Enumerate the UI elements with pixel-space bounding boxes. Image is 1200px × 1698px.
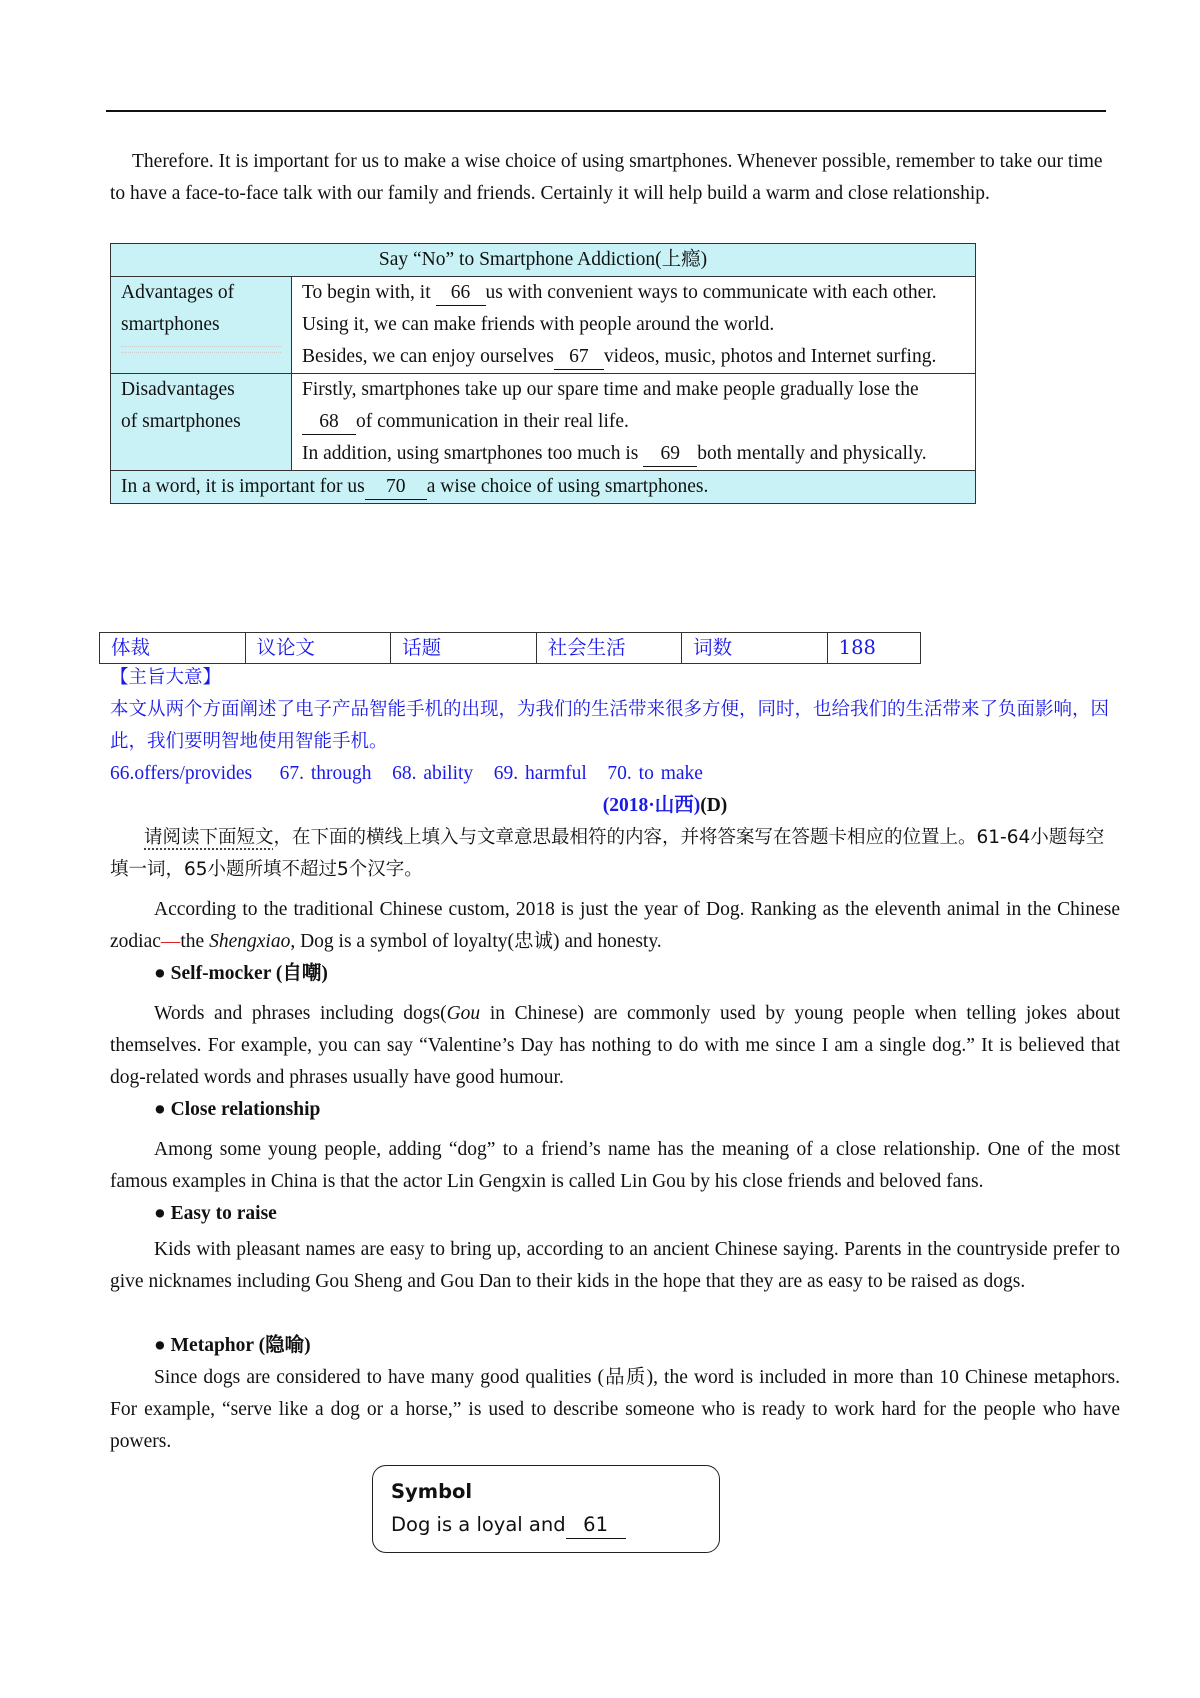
info-cell-topic-label: 话题 [391, 633, 537, 664]
heading-easy-to-raise: ● Easy to raise [154, 1203, 277, 1224]
advantages-content: To begin with, it 66 us with convenient ways to communicate with each other. Using it, we can make friends with people around the world. Besides, we can enjoy ourselves 67 videos, music, photos and Internet surfing. [292, 277, 976, 374]
info-table [99, 632, 921, 664]
paragraph-easy-to-raise: Kids with pleasant names are easy to bring up, according to an ancient Chinese saying. Parents in the countryside prefer to give nicknames including Gou Sheng and Gou Dan to their kids in the hope that they are as easy to be raised as dogs. [110, 1239, 1120, 1292]
instruction-text: 请阅读下面短文，在下面的横线上填入与文章意思最相符的内容，并将答案写在答题卡相应的位置上。61-64小题每空填一词，65小题所填不超过5个汉字。 [110, 827, 1105, 880]
info-cell-wordcount-value: 188 [827, 633, 920, 664]
blank-67[interactable]: 67 [554, 345, 604, 370]
answer-key: 66.offers/provides 67. through 68. ability 69. harmful 70. to make [110, 763, 703, 784]
info-cell-topic-value: 社会生活 [536, 633, 682, 664]
summary-table [110, 243, 976, 504]
info-cell-genre-label: 体裁 [100, 633, 246, 664]
paragraph-close-relationship: Among some young people, adding “dog” to a friend’s name has the meaning of a close relationship. One of the most famous examples in China is that the actor Lin Gengxin is called Lin Gou by his close friends and beloved fans. [110, 1139, 1120, 1192]
symbol-box-title: Symbol [391, 1480, 473, 1503]
section-d-heading [110, 790, 1200, 822]
heading-self-mocker: ● Self-mocker (自嘲) [154, 963, 328, 984]
paragraph-metaphor: Since dogs are considered to have many good qualities (品质), the word is included in more than 10 Chinese metaphors. For example, “serve like a dog or a horse,” is used to describe someone who is ready to work hard for the people who have powers. [110, 1367, 1120, 1452]
symbol-box-line: Dog is a loyal and 61 [391, 1512, 626, 1539]
paragraph-self-mocker: Words and phrases including dogs(Gou in Chinese) are commonly used by young people when telling jokes about themselves. For example, you can say “Valentine’s Day has nothing to do with me since I am a single dog.” It is believed that dog-related words and phrases usually have good humour. [110, 1003, 1120, 1088]
blank-69[interactable]: 69 [643, 442, 697, 467]
blank-68[interactable]: 68 [302, 410, 356, 435]
blank-70[interactable]: 70 [365, 475, 427, 500]
advantages-header: Advantages of smartphones [111, 277, 292, 374]
disadvantages-header: Disadvantages of smartphones [111, 374, 292, 471]
header-rule [106, 110, 1106, 112]
heading-close-relationship: ● Close relationship [154, 1099, 321, 1120]
section-d-label: (D) [700, 795, 728, 816]
section-d-source: (2018·山西) [602, 795, 701, 816]
analysis-heading: 【主旨大意】 [110, 667, 222, 688]
blank-66[interactable]: 66 [436, 281, 486, 306]
disadvantages-content: Firstly, smartphones take up our spare time and make people gradually lose the 68 of communication in their real life. In addition, using smartphones too much is 69 both mentally and physically. [292, 374, 976, 471]
summary-table-footer: In a word, it is important for us 70 a wise choice of using smartphones. [111, 471, 976, 504]
info-cell-genre-value: 议论文 [245, 633, 391, 664]
intro-paragraph: According to the traditional Chinese custom, 2018 is just the year of Dog. Ranking as the eleventh animal in the Chinese zodiac—the Shengxiao, Dog is a symbol of loyalty(忠诚) and honesty. [110, 899, 1120, 952]
analysis-text: 本文从两个方面阐述了电子产品智能手机的出现，为我们的生活带来很多方便，同时，也给我们的生活带来了负面影响，因此，我们要明智地使用智能手机。 [110, 699, 1110, 752]
info-cell-wordcount-label: 词数 [682, 633, 828, 664]
heading-metaphor: ● Metaphor (隐喻) [154, 1335, 311, 1356]
summary-table-title: Say “No” to Smartphone Addiction(上瘾) [111, 244, 976, 277]
conclusion-paragraph: Therefore. It is important for us to make a wise choice of using smartphones. Whenever possible, remember to take our time to have a face-to-face talk with our family and friends. Certainly it will help build a warm and close relationship. [110, 151, 1103, 204]
symbol-box [372, 1465, 720, 1553]
blank-61[interactable]: 61 [566, 1512, 626, 1539]
